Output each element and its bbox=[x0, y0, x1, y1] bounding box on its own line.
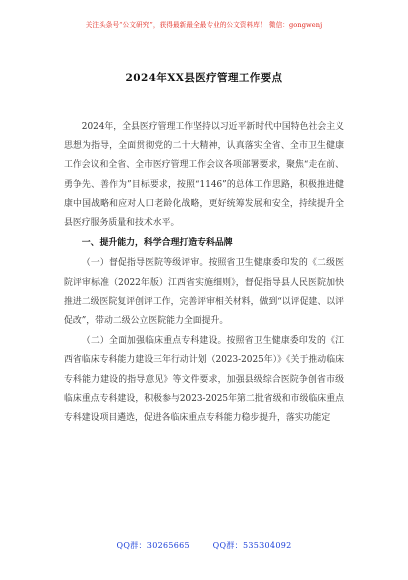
section-heading: 一、提升能力，科学合理打造专科品牌 bbox=[81, 238, 233, 249]
footer-qq-groups: QQ群：30265665 QQ群：535304092 bbox=[116, 541, 292, 550]
document-body bbox=[64, 118, 344, 428]
intro-paragraph: 2024年，全县医疗管理工作坚持以习近平新时代中国特色社会主义思想为指导，全面贯彻党的二十大精神，认真落实全省、全市卫生健康工作会议和全省、全市医疗管理工作会议各项部署要求，聚焦“走在前、勇争先、善作为”目标要求，按照“1146”的总体工作思路，积极推进健康中国战略和应对人口老龄化战略，更好统筹发展和安全，持续提升全县医疗服务质量和技术水平。 bbox=[64, 122, 345, 229]
header-banner: 关注头条号“公文研究”，获得最新最全最专业的公文资料库！ 微信：gongwenj bbox=[85, 21, 323, 29]
body-paragraph-2: （二）全面加强临床重点专科建设。按照省卫生健康委印发的《江西省临床专科能力建设三年行动计划（2023-2025年）》《关于推动临床专科能力建设的指导意见》等文件要求，加强县级综合医院争创省市级临床重点专科建设，积极参与2023-2025年第二批省级和市级临床重点专科建设项目遴选，促进各临床重点专科能力稳步提升，落实功能定 bbox=[64, 336, 344, 424]
body-paragraph-1: （一）督促指导医院等级评审。按照省卫生健康委印发的《二级医院评审标准（2022年版）江西省实施细则》，督促指导县人民医院加快推进二级医院复评创评工作，完善评审相关材料，做到“以评促建、以评促改”，带动二级公立医院能力全面提升。 bbox=[64, 258, 344, 327]
document-title: 2024年XX县医疗管理工作要点 bbox=[125, 72, 283, 84]
